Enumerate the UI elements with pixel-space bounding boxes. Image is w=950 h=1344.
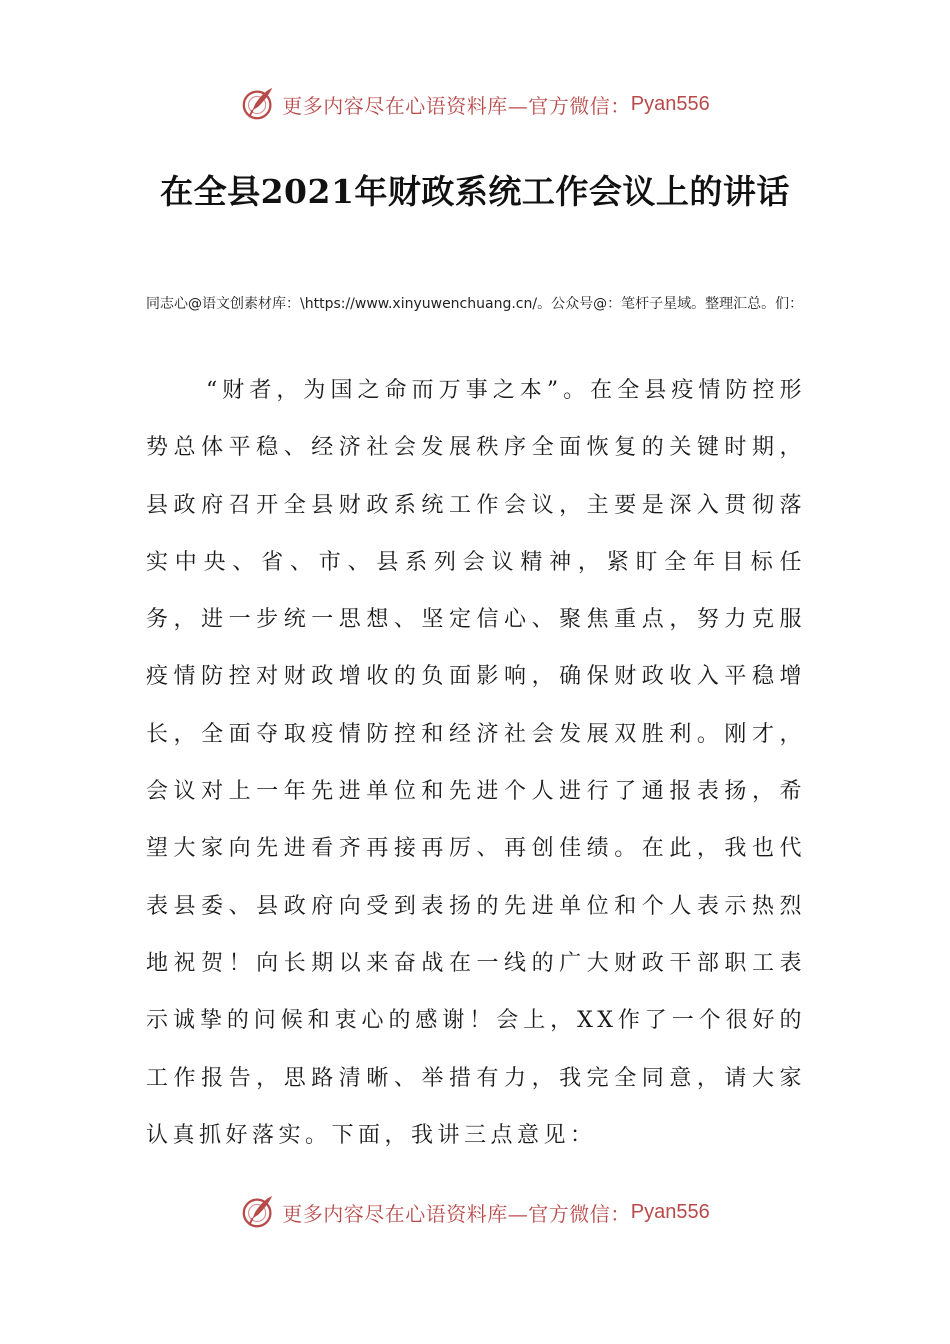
footer-banner (0, 1190, 950, 1234)
document-title: 在全县2021年财政系统工作会议上的讲话 (160, 172, 790, 211)
wechat-id: Pyan556 (630, 92, 710, 115)
quill-pen-logo-icon (240, 1193, 278, 1231)
source-note: 同志心@语文创素材库：\https://www.xinyuwenchuang.cn/。公众号@：笔杆子星域。整理汇总。们： (146, 296, 804, 312)
quill-pen-logo-icon (240, 85, 278, 123)
wechat-id: Pyan556 (630, 1200, 710, 1223)
banner-text: 更多内容尽在心语资料库—官方微信： (282, 1201, 631, 1226)
body-paragraph: “财者，为国之命而万事之本”。在全县疫情防控形势总体平稳、经济社会发展秩序全面恢复的关键时期，县政府召开全县财政系统工作会议，主要是深入贯彻落实中央、省、市、县系列会议精神，紧盯全年目标任务，进一步统一思想、坚定信心、聚焦重点，努力克服疫情防控对财政增收的负面影响，确保财政收入平稳增长，全面夺取疫情防控和经济社会发展双胜利。刚才，会议对上一年先进单位和先进个人进行了通报表扬，希望大家向先进看齐再接再厉、再创佳绩。在此，我也代表县委、县政府向受到表扬的先进单位和个人表示热烈地祝贺！向长期以来奋战在一线的广大财政干部职工表示诚挚的问候和衷心的感谢！会上，XX作了一个很好的工作报告，思路清晰、举措有力，我完全同意，请大家认真抓好落实。下面，我讲三点意见： (146, 378, 806, 1148)
banner-text: 更多内容尽在心语资料库—官方微信： (282, 93, 631, 118)
header-banner (0, 82, 950, 126)
